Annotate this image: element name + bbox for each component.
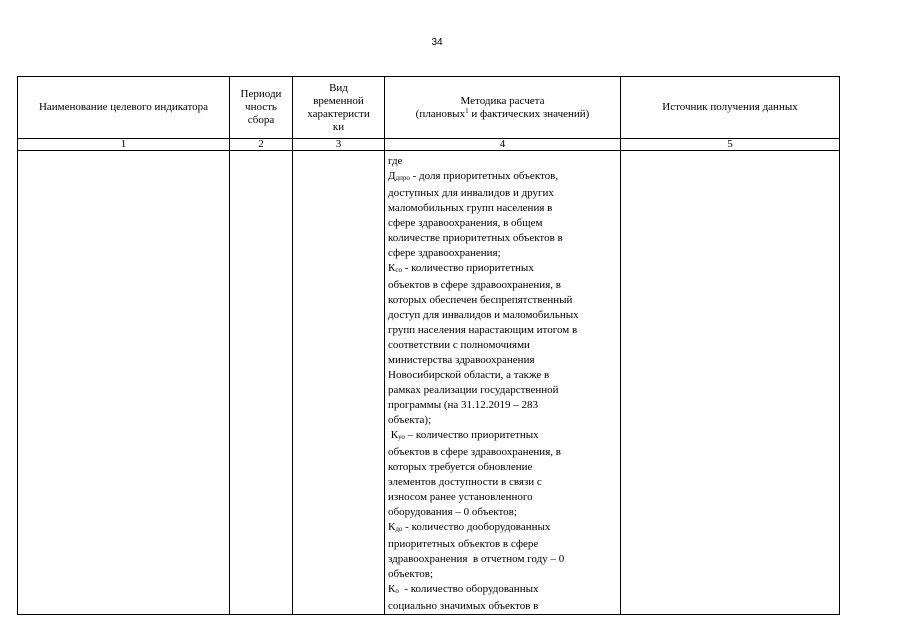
column-number: 1	[18, 139, 230, 151]
indicator-name-cell	[18, 151, 230, 615]
header-time-characteristic: Вид временной характеристи ки	[293, 77, 385, 139]
methodology-line: где	[388, 155, 403, 167]
definition-k-o: $К_о$ - количество оборудованных	[388, 583, 539, 595]
column-number: 4	[385, 139, 621, 151]
table-header-row	[18, 77, 840, 139]
column-number: 5	[621, 139, 840, 151]
header-periodicity: Периоди чность сбора	[230, 77, 293, 139]
time-characteristic-cell	[293, 151, 385, 615]
page-number: 34	[431, 37, 443, 48]
header-data-source: Источник получения данных	[621, 77, 840, 139]
column-number: 3	[293, 139, 385, 151]
data-source-cell	[621, 151, 840, 615]
methodology-cell: где $Д_{дпро}$ - доля приоритетных объектов, доступных для инвалидов и других маломобильных групп населения в сфере здравоохранения, в общем количестве приоритетных объектов в сфере здравоохранения; $К_{со}$ - количество приоритетных объектов в сфере здравоохранения, в которых обеспечен беспрепятственный доступ для инвалидов и маломобильных групп населения нарастающим итогом в соответствии с полномочиями министерства здравоохранения Новосибирской области, а также в рамках реализации государственной программы (на 31.12.2019 – 283 объекта); $К_{уо}$ – количество приоритетных объектов в сфере здравоохранения, в которых требуется обновление элементов доступности в связи с износом ранее установленного оборудования – 0 объектов; $К_{дo}$ - количество дооборудованных приоритетных объектов в сфере здравоохранения в отчетном году – 0 объектов; $К_о$ - количество оборудованных социально значимых объектов в	[385, 151, 621, 615]
header-indicator-name: Наименование целевого индикатора	[18, 77, 230, 139]
periodicity-cell	[230, 151, 293, 615]
definition-k-uo: $К_{уо}$ – количество приоритетных	[388, 429, 539, 441]
indicator-table	[17, 76, 840, 615]
table-body-row	[18, 151, 840, 615]
column-number-row	[18, 139, 840, 151]
definition-k-do: $К_{дo}$ - количество дооборудованных	[388, 521, 551, 533]
definition-k-so: $К_{со}$ - количество приоритетных	[388, 262, 534, 274]
column-number: 2	[230, 139, 293, 151]
header-methodology: Методика расчета (плановых$^1$ и фактических значений)	[385, 77, 621, 139]
definition-d-dpro: $Д_{дпро}$ - доля приоритетных объектов,	[388, 170, 559, 182]
